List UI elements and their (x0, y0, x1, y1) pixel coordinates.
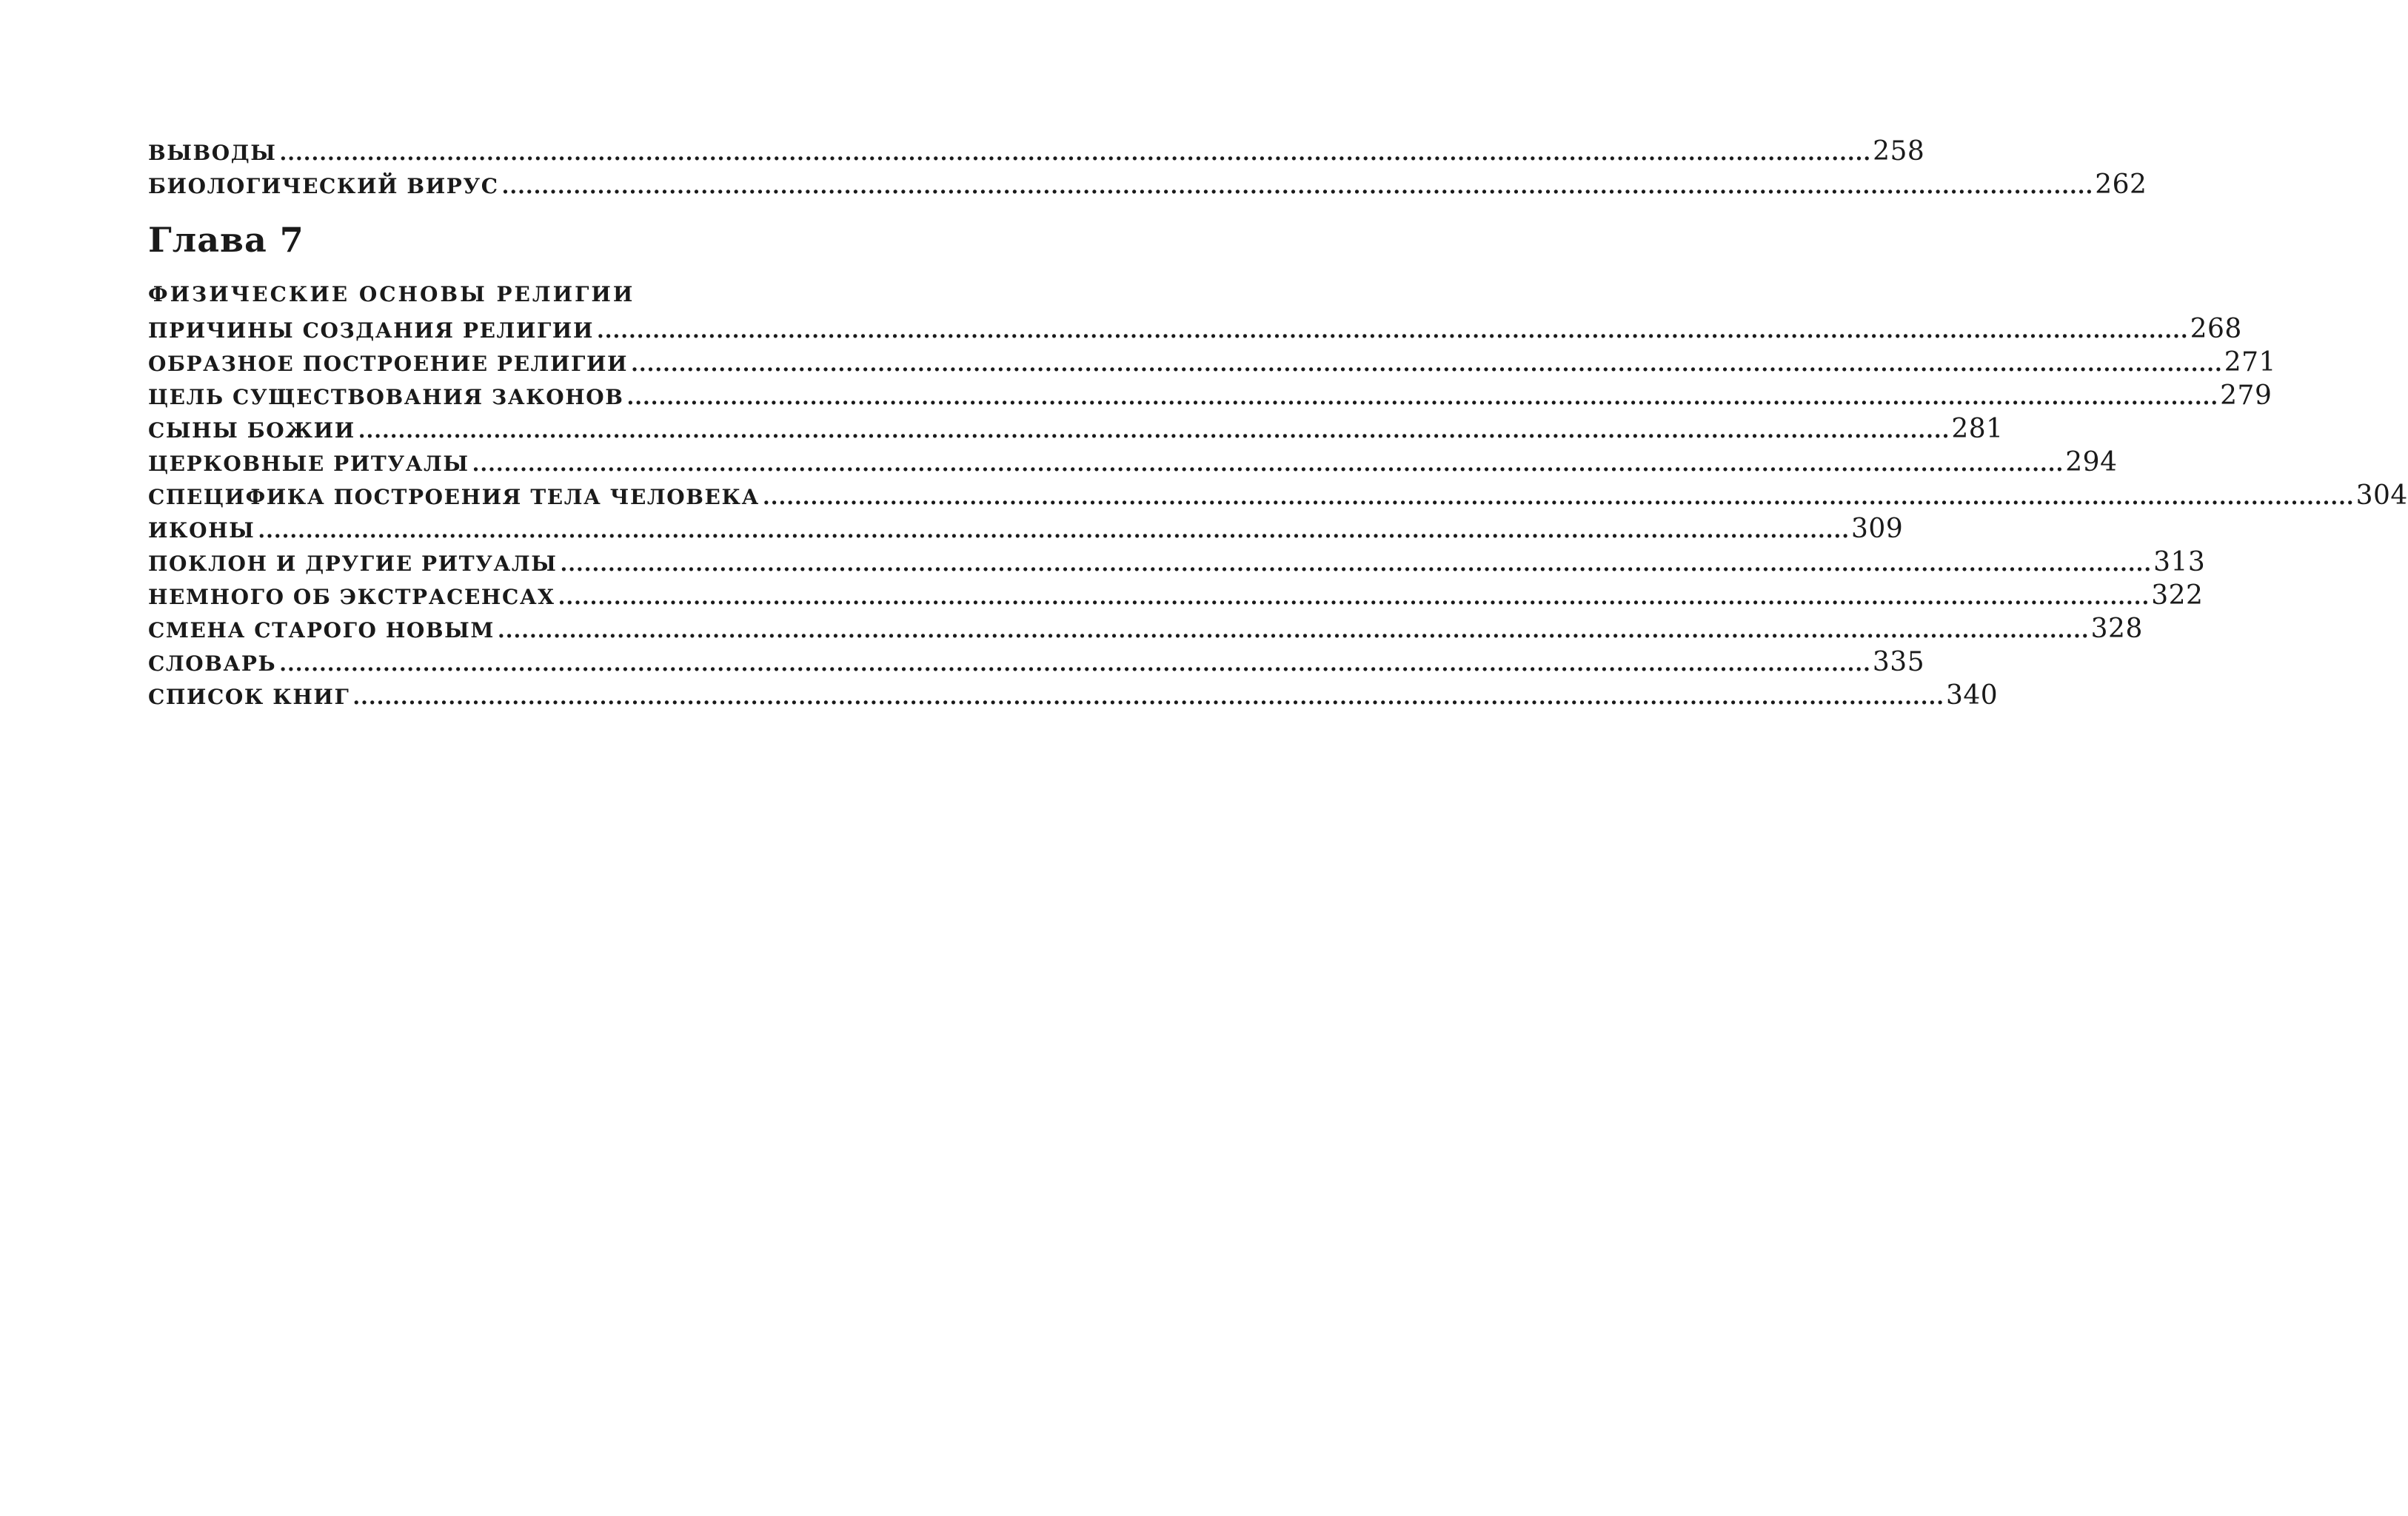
toc-entry-title: ЦЕЛЬ СУЩЕСТВОВАНИЯ ЗАКОНОВ (148, 385, 624, 409)
toc-entry-title: НЕМНОГО ОБ ЭКСТРАСЕНСАХ (148, 585, 555, 609)
toc-entry-page: 294 (2065, 447, 2118, 477)
toc-entry-title: ВЫВОДЫ (148, 141, 277, 165)
toc-entry-title: БИОЛОГИЧЕСКИЙ ВИРУС (148, 174, 499, 198)
toc-entry (148, 645, 1925, 679)
toc-dot-leader: ........................................................................................................................................................................................................ (352, 685, 1944, 709)
toc-dot-leader: ........................................................................................................................................................................................................ (631, 352, 2223, 376)
toc-entry-page: 268 (2190, 314, 2242, 344)
toc-dot-leader: ........................................................................................................................................................................................................ (498, 618, 2090, 643)
toc-entry-title: ЦЕРКОВНЫЕ РИТУАЛЫ (148, 452, 469, 476)
toc-entry-page: 279 (2220, 380, 2272, 411)
toc-dot-leader: ........................................................................................................................................................................................................ (626, 385, 2219, 409)
toc-dot-leader: ........................................................................................................................................................................................................ (279, 651, 1871, 676)
toc-entry-page: 313 (2153, 547, 2206, 577)
toc-entry (148, 546, 2206, 579)
toc-entry (148, 379, 2272, 412)
toc-entry-page: 271 (2224, 347, 2276, 378)
toc-entry (148, 346, 2276, 379)
toc-entry-page: 322 (2151, 580, 2204, 611)
toc-list-after (148, 312, 2408, 712)
toc-entry-title: ПОКЛОН И ДРУГИЕ РИТУАЛЫ (148, 551, 558, 576)
toc-entry (148, 446, 2118, 479)
toc-list-before (148, 135, 2147, 201)
toc-entry-title: ПРИЧИНЫ СОЗДАНИЯ РЕЛИГИИ (148, 318, 594, 343)
toc-entry-page: 258 (1873, 136, 1925, 167)
toc-entry (148, 512, 1904, 546)
toc-entry-title: СЫНЫ БОЖИИ (148, 418, 355, 443)
table-of-contents-page (148, 135, 2408, 712)
toc-dot-leader: ........................................................................................................................................................................................................ (501, 174, 2094, 198)
toc-dot-leader: ........................................................................................................................................................................................................ (258, 518, 1850, 543)
toc-dot-leader: ........................................................................................................................................................................................................ (472, 452, 2064, 476)
toc-dot-leader: ........................................................................................................................................................................................................ (279, 141, 1872, 165)
toc-entry-page: 304 (2355, 480, 2408, 511)
toc-entry (148, 579, 2204, 612)
chapter-subtitle: ФИЗИЧЕСКИЕ ОСНОВЫ РЕЛИГИИ (148, 282, 635, 306)
toc-entry (148, 679, 1999, 712)
toc-entry-title: ОБРАЗНОЕ ПОСТРОЕНИЕ РЕЛИГИИ (148, 352, 629, 376)
toc-entry-title: СЛОВАРЬ (148, 651, 277, 676)
toc-entry-page: 309 (1851, 514, 1904, 544)
toc-dot-leader: ........................................................................................................................................................................................................ (560, 551, 2153, 576)
toc-entry-title: СПЕЦИФИКА ПОСТРОЕНИЯ ТЕЛА ЧЕЛОВЕКА (148, 485, 760, 509)
toc-entry (148, 479, 2408, 512)
toc-dot-leader: ........................................................................................................................................................................................................ (762, 485, 2355, 509)
toc-dot-leader: ........................................................................................................................................................................................................ (558, 585, 2150, 609)
toc-entry-page: 281 (1951, 414, 2004, 444)
toc-entry (148, 135, 1925, 168)
toc-entry (148, 168, 2147, 201)
toc-entry-title: ИКОНЫ (148, 518, 255, 543)
toc-entry-page: 335 (1872, 647, 1925, 677)
toc-entry-title: СПИСОК КНИГ (148, 685, 350, 709)
toc-entry (148, 612, 2143, 645)
toc-entry (148, 412, 2004, 446)
toc-entry (148, 312, 2242, 346)
chapter-heading: Глава 7 (148, 220, 304, 260)
toc-entry-page: 340 (1946, 680, 1999, 711)
toc-entry-title: СМЕНА СТАРОГО НОВЫМ (148, 618, 495, 643)
toc-entry-page: 328 (2090, 614, 2143, 644)
toc-dot-leader: ........................................................................................................................................................................................................ (358, 418, 1950, 443)
toc-dot-leader: ........................................................................................................................................................................................................ (597, 318, 2189, 343)
toc-entry-page: 262 (2095, 170, 2147, 200)
